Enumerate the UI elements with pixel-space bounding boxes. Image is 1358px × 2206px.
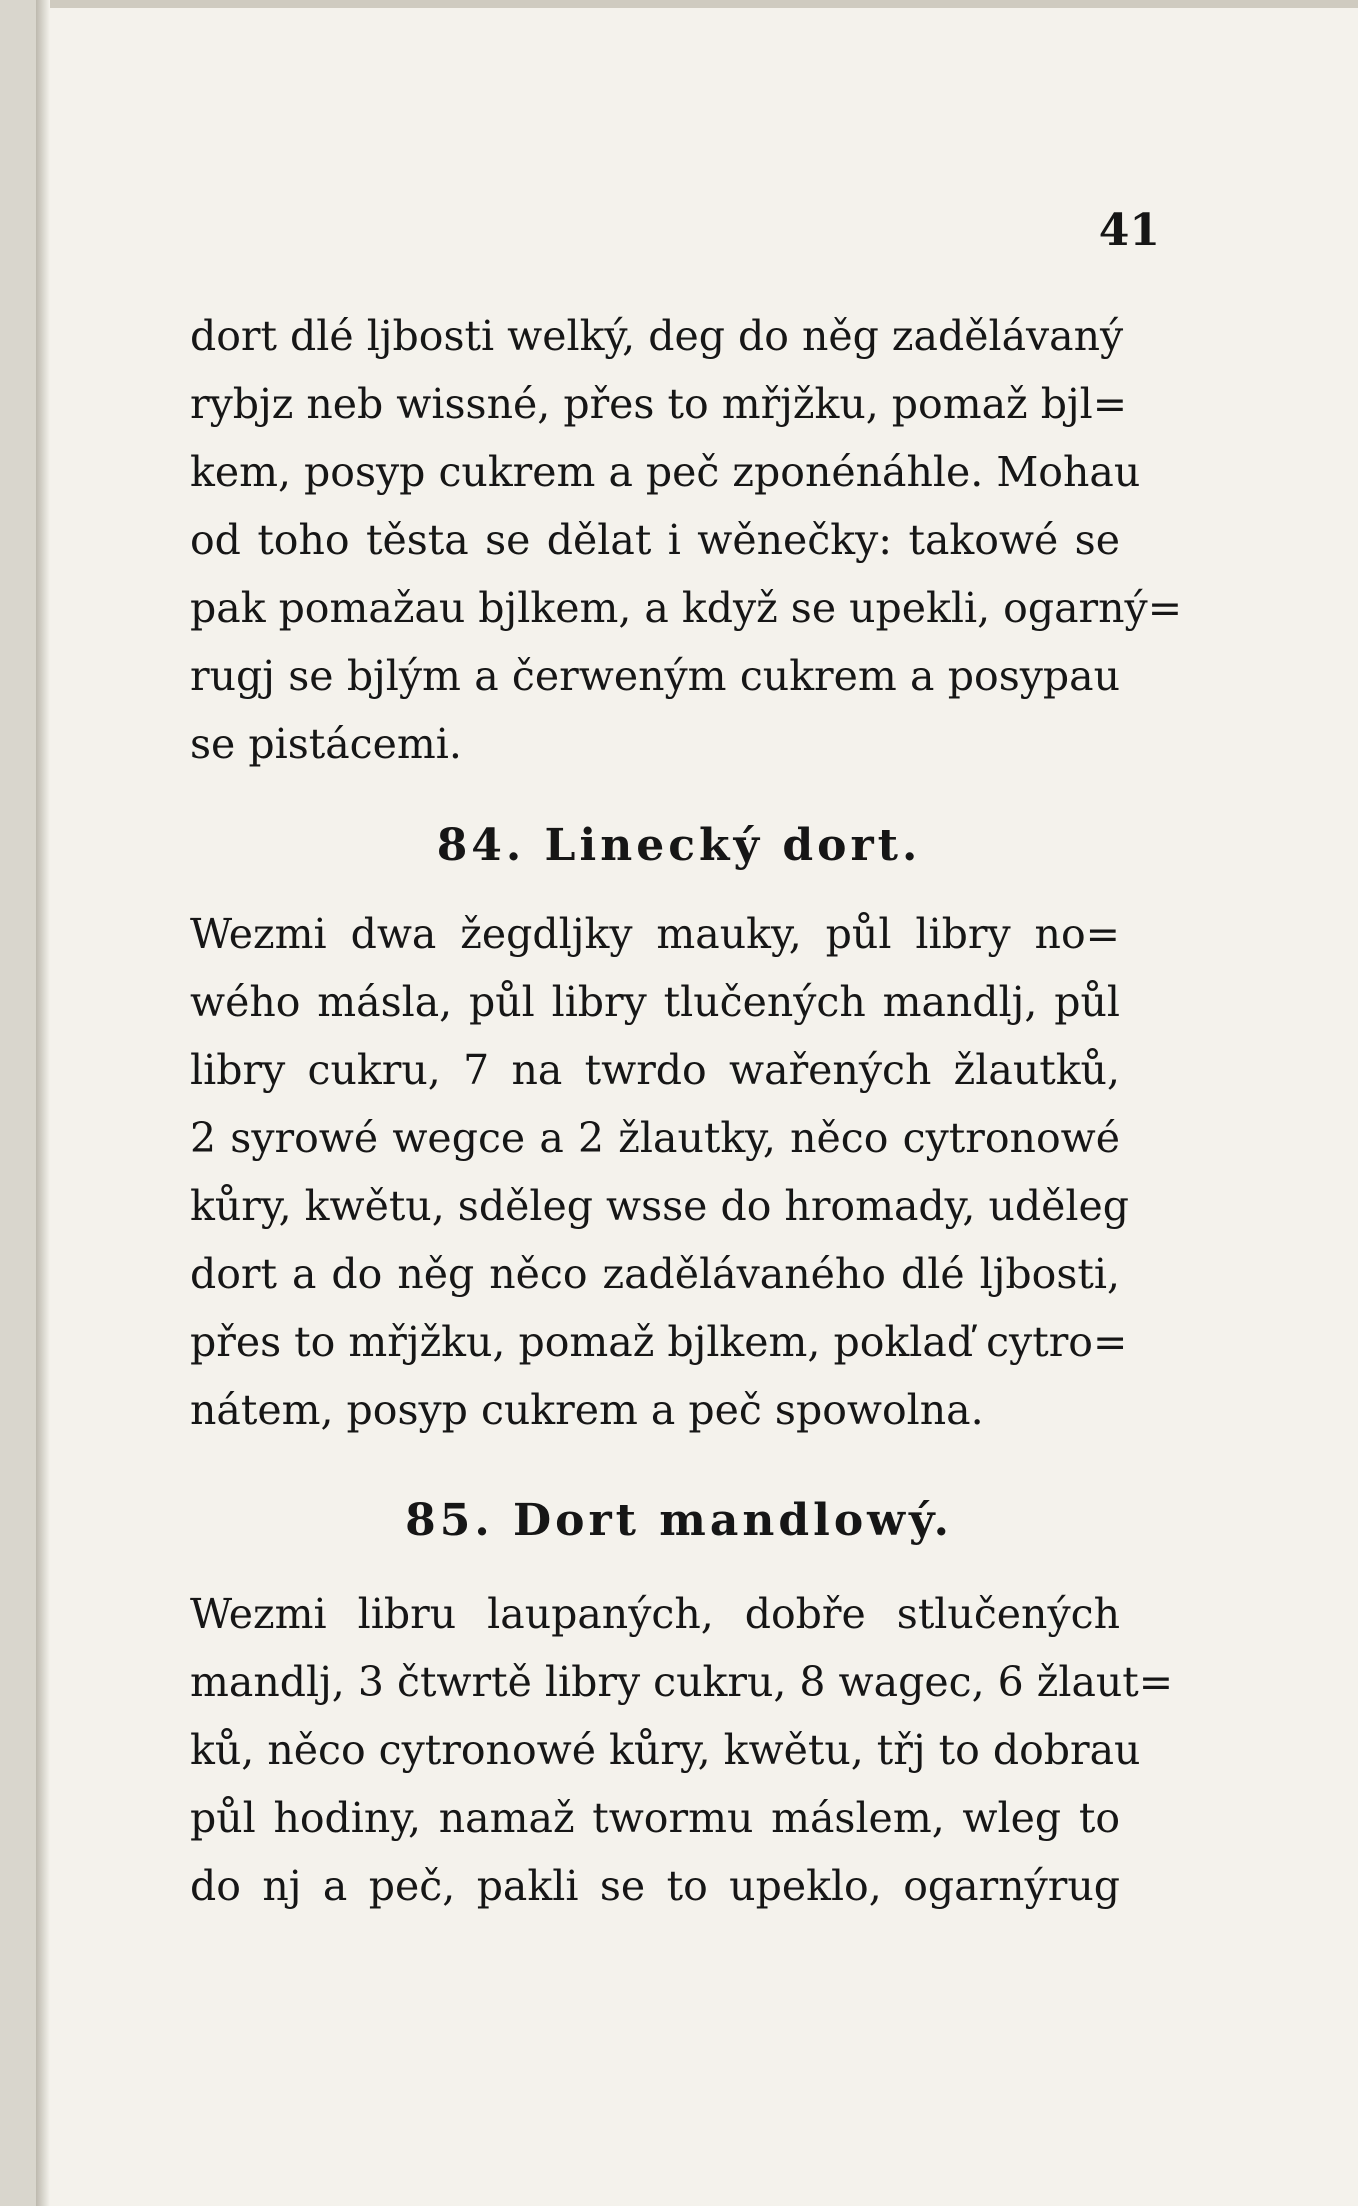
- text-line: Wezmi libru laupaných, dobře stlučených: [190, 1590, 1120, 1638]
- page-gutter-shadow: [36, 0, 50, 2206]
- text-line: 2 syrowé wegce a 2 žlautky, něco cytronowé: [190, 1114, 1120, 1162]
- text-line: do nj a peč, pakli se to upeklo, ogarnýrug: [190, 1862, 1120, 1910]
- text-line: se pistácemi.: [190, 720, 462, 768]
- text-line: přes to mřjžku, pomaž bjlkem, poklaď cytro=: [190, 1318, 1128, 1366]
- text-line: půl hodiny, namaž twormu máslem, wleg to: [190, 1794, 1120, 1842]
- text-line: mandlj, 3 čtwrtě libry cukru, 8 wagec, 6 žlaut=: [190, 1658, 1174, 1706]
- page-number: 41: [1098, 205, 1160, 256]
- text-line: pak pomažau bjlkem, a když se upekli, ogarný=: [190, 584, 1183, 632]
- text-line: kem, posyp cukrem a peč zponénáhle. Mohau: [190, 448, 1141, 496]
- recipe-heading-85: 85. Dort mandlowý.: [405, 1495, 953, 1546]
- text-line: dort a do něg něco zadělávaného dlé ljbosti,: [190, 1250, 1120, 1298]
- page-binding-edge: [0, 0, 36, 2206]
- text-line: Wezmi dwa žegdljky mauky, půl libry no=: [190, 910, 1120, 958]
- recipe-85-body: [190, 1580, 1174, 1920]
- text-line: dort dlé ljbosti welký, deg do něg zadělávaný: [190, 312, 1124, 360]
- paragraph-continued: [190, 302, 1183, 778]
- text-line: ků, něco cytronowé kůry, kwětu, třj to dobrau: [190, 1726, 1141, 1774]
- recipe-84-body: [190, 900, 1129, 1444]
- text-line: kůry, kwětu, sděleg wsse do hromady, uděleg: [190, 1182, 1129, 1230]
- text-line: rugj se bjlým a čerweným cukrem a posypau: [190, 652, 1120, 700]
- text-line: wého másla, půl libry tlučených mandlj, půl: [190, 978, 1120, 1026]
- page-top-edge: [0, 0, 1358, 8]
- text-line: nátem, posyp cukrem a peč spowolna.: [190, 1386, 984, 1434]
- text-line: libry cukru, 7 na twrdo wařených žlautků,: [190, 1046, 1120, 1094]
- text-line: od toho těsta se dělat i wěnečky: takowé se: [190, 516, 1120, 564]
- recipe-heading-84: 84. Linecký dort.: [436, 820, 922, 871]
- text-line: rybjz neb wissné, přes to mřjžku, pomaž bjl=: [190, 380, 1128, 428]
